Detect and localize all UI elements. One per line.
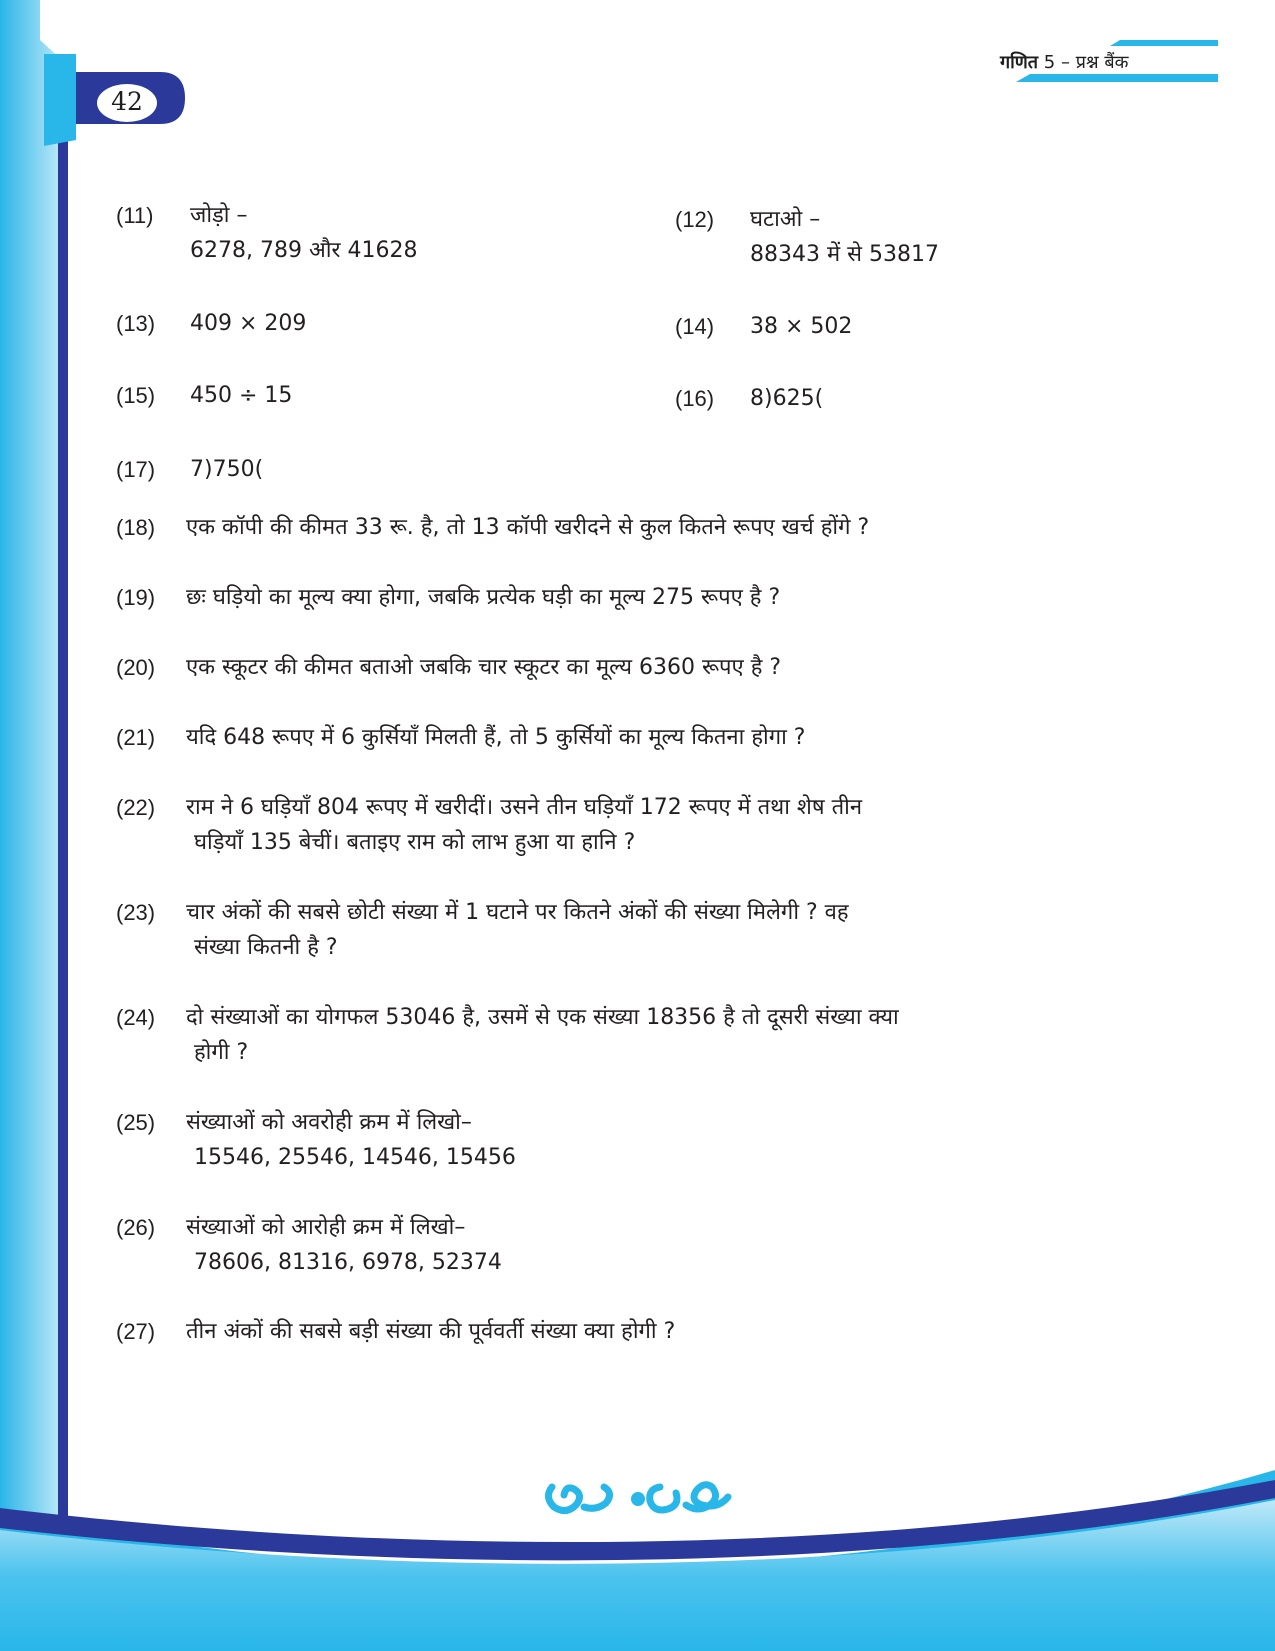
question-number: (23) — [116, 900, 156, 925]
question-number: (24) — [116, 1005, 156, 1030]
question-body — [190, 306, 306, 341]
question-number: (25) — [116, 1110, 156, 1135]
question-line: एक कॉपी की कीमत 33 रू. है, तो 13 कॉपी खरीदने से कुल कितने रूपए खर्च होंगे ? — [186, 515, 870, 540]
question-line: संख्या कितनी है ? — [194, 935, 338, 960]
question-line: 6278, 789 और 41628 — [190, 238, 418, 263]
question-line: संख्याओं को अवरोही क्रम में लिखो– — [186, 1110, 472, 1135]
question-number: (16) — [675, 386, 715, 411]
header-subject: गणित — [1000, 52, 1039, 73]
question-body — [750, 381, 823, 416]
question-number: (17) — [116, 457, 156, 482]
question-body — [750, 202, 939, 272]
question-body — [186, 1000, 899, 1070]
question-line: संख्याओं को आरोही क्रम में लिखो– — [186, 1215, 466, 1240]
question-line: चार अंकों की सबसे छोटी संख्या में 1 घटाने पर कितने अंकों की संख्या मिलेगी ? वह — [186, 900, 849, 925]
question-line: जोड़ो – — [190, 203, 248, 228]
header-rule-top — [1110, 40, 1218, 46]
question-number: (21) — [116, 725, 156, 750]
question-line: 88343 में से 53817 — [750, 242, 939, 267]
left-band — [0, 0, 62, 1651]
question-number: (14) — [675, 314, 715, 339]
question-body — [190, 378, 292, 413]
question-body — [186, 1314, 675, 1349]
question-line: 450 ÷ 15 — [190, 383, 293, 408]
question-body — [186, 895, 849, 965]
question-line: यदि 648 रूपए में 6 कुर्सियाँ मिलती हैं, तो 5 कुर्सियों का मूल्य कितना होगा ? — [186, 725, 806, 750]
question-line: घटाओ – — [750, 207, 821, 232]
question-number: (27) — [116, 1319, 156, 1344]
question-number: (12) — [675, 207, 715, 232]
header-rest: 5 – प्रश्न बैंक — [1038, 52, 1129, 73]
question-line: तीन अंकों की सबसे बड़ी संख्या की पूर्ववर्ती संख्या क्या होगी ? — [186, 1319, 676, 1344]
question-body — [186, 790, 862, 860]
question-line: 8)625( — [750, 386, 824, 411]
question-line: 7)750( — [190, 457, 264, 482]
question-body — [186, 1210, 502, 1280]
question-line: होगी ? — [194, 1040, 249, 1065]
question-number: (11) — [116, 203, 154, 228]
question-body — [750, 309, 852, 344]
question-body — [190, 198, 417, 268]
question-line: 409 × 209 — [190, 311, 307, 336]
question-line: 15546, 25546, 14546, 15456 — [194, 1145, 516, 1170]
question-number: (19) — [116, 585, 156, 610]
question-number: (22) — [116, 795, 156, 820]
ornament-icon — [540, 1475, 740, 1519]
question-body — [186, 1105, 516, 1175]
question-number: (26) — [116, 1215, 156, 1240]
question-body — [190, 452, 263, 487]
question-body — [186, 580, 780, 615]
question-line: घड़ियाँ 135 बेचीं। बताइए राम को लाभ हुआ या हानि ? — [194, 830, 636, 855]
question-line: 38 × 502 — [750, 314, 853, 339]
question-line: राम ने 6 घड़ियाँ 804 रूपए में खरीदीं। उसने तीन घड़ियाँ 172 रूपए में तथा शेष तीन — [186, 795, 863, 820]
question-body — [186, 650, 781, 685]
question-body — [186, 510, 869, 545]
question-line: दो संख्याओं का योगफल 53046 है, उसमें से एक संख्या 18356 है तो दूसरी संख्या क्या — [186, 1005, 899, 1030]
running-header — [1000, 50, 1220, 74]
question-line: 78606, 81316, 6978, 52374 — [194, 1250, 502, 1275]
question-body — [186, 720, 805, 755]
question-line: छः घड़ियो का मूल्य क्या होगा, जबकि प्रत्येक घड़ी का मूल्य 275 रूपए है ? — [186, 585, 781, 610]
question-number: (15) — [116, 383, 156, 408]
page-tab-light — [44, 54, 76, 146]
left-rule — [58, 56, 68, 1556]
page-number: 42 — [111, 87, 143, 116]
question-number: (20) — [116, 655, 156, 680]
question-number: (13) — [116, 311, 156, 336]
header-rule — [1016, 74, 1218, 82]
question-line: एक स्कूटर की कीमत बताओ जबकि चार स्कूटर का मूल्य 6360 रूपए है ? — [186, 655, 782, 680]
question-number: (18) — [116, 515, 156, 540]
